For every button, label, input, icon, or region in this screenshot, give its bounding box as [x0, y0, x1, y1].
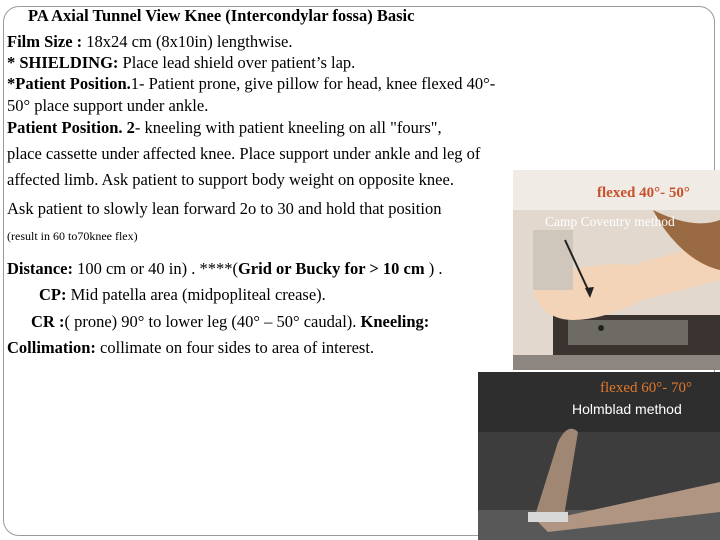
patient-position-2-text2: place cassette under affected knee. Place support under ankle and leg of — [7, 144, 481, 163]
camp-coventry-angle-caption: flexed 40°- 50° — [597, 185, 690, 201]
patient-position-1-label: *Patient Position. — [7, 74, 131, 93]
cp-line — [39, 285, 326, 305]
shielding-line — [7, 53, 355, 73]
camp-coventry-method-caption: Camp Coventry method — [545, 214, 675, 229]
patient-position-2-text5: (result in 60 to70knee flex) — [7, 229, 138, 243]
patient-position-2-text4: Ask patient to slowly lean forward 2o to 30 and hold that position — [7, 199, 442, 218]
distance-tail: ) . — [424, 259, 443, 278]
patient-position-1-text2: 50° place support under ankle. — [7, 96, 209, 115]
patient-position-2-line4 — [7, 199, 441, 219]
shielding-value: Place lead shield over patient’s lap. — [118, 53, 356, 72]
cr-label: CR : — [31, 312, 65, 331]
collimation-label: Collimation: — [7, 338, 96, 357]
patient-position-2-text1: - kneeling with patient kneeling on all "fours", — [134, 118, 442, 137]
collimation-value: collimate on four sides to area of interest. — [95, 338, 375, 357]
shielding-label: * SHIELDING: — [7, 53, 119, 72]
holmblad-photo — [478, 372, 720, 540]
film-size-value: 18x24 cm (8x10in) lengthwise. — [82, 32, 293, 51]
patient-position-2-line2 — [7, 144, 480, 164]
slide-title-text: PA Axial Tunnel View Knee (Intercondylar fossa) Basic — [28, 6, 415, 25]
patient-position-2-label: Patient Position. 2 — [7, 118, 135, 137]
cp-label: CP: — [39, 285, 67, 304]
slide-title — [28, 6, 414, 26]
distance-label: Distance: — [7, 259, 73, 278]
patient-position-1-text1: 1- Patient prone, give pillow for head, knee flexed 40°- — [130, 74, 496, 93]
patient-position-2-line3 — [7, 170, 454, 190]
patient-position-2-text3: affected limb. Ask patient to support body weight on opposite knee. — [7, 170, 454, 189]
distance-value: 100 cm or 40 in) . ****( — [72, 259, 238, 278]
patient-position-1-line1 — [7, 74, 495, 94]
cr-value: ( prone) 90° to lower leg (40° – 50° caudal). — [64, 312, 361, 331]
film-size-label: Film Size : — [7, 32, 83, 51]
patient-position-1-line2 — [7, 96, 208, 116]
cr-kneeling: Kneeling: — [360, 312, 430, 331]
patient-position-2-line5 — [7, 226, 138, 246]
collimation-line — [7, 338, 374, 358]
holmblad-angle-caption: flexed 60°- 70° — [600, 380, 692, 396]
camp-coventry-photo — [513, 170, 720, 370]
holmblad-method-caption: Holmblad method — [572, 401, 682, 417]
holmblad-illustration — [478, 372, 720, 540]
cp-value: Mid patella area (midpopliteal crease). — [66, 285, 326, 304]
patient-position-2-line1 — [7, 118, 442, 138]
distance-line — [7, 259, 442, 279]
camp-coventry-arrow-icon — [513, 170, 720, 370]
cr-line — [31, 312, 429, 332]
film-size-line — [7, 32, 293, 52]
distance-grid-bucky: Grid or Bucky for > 10 cm — [237, 259, 425, 278]
